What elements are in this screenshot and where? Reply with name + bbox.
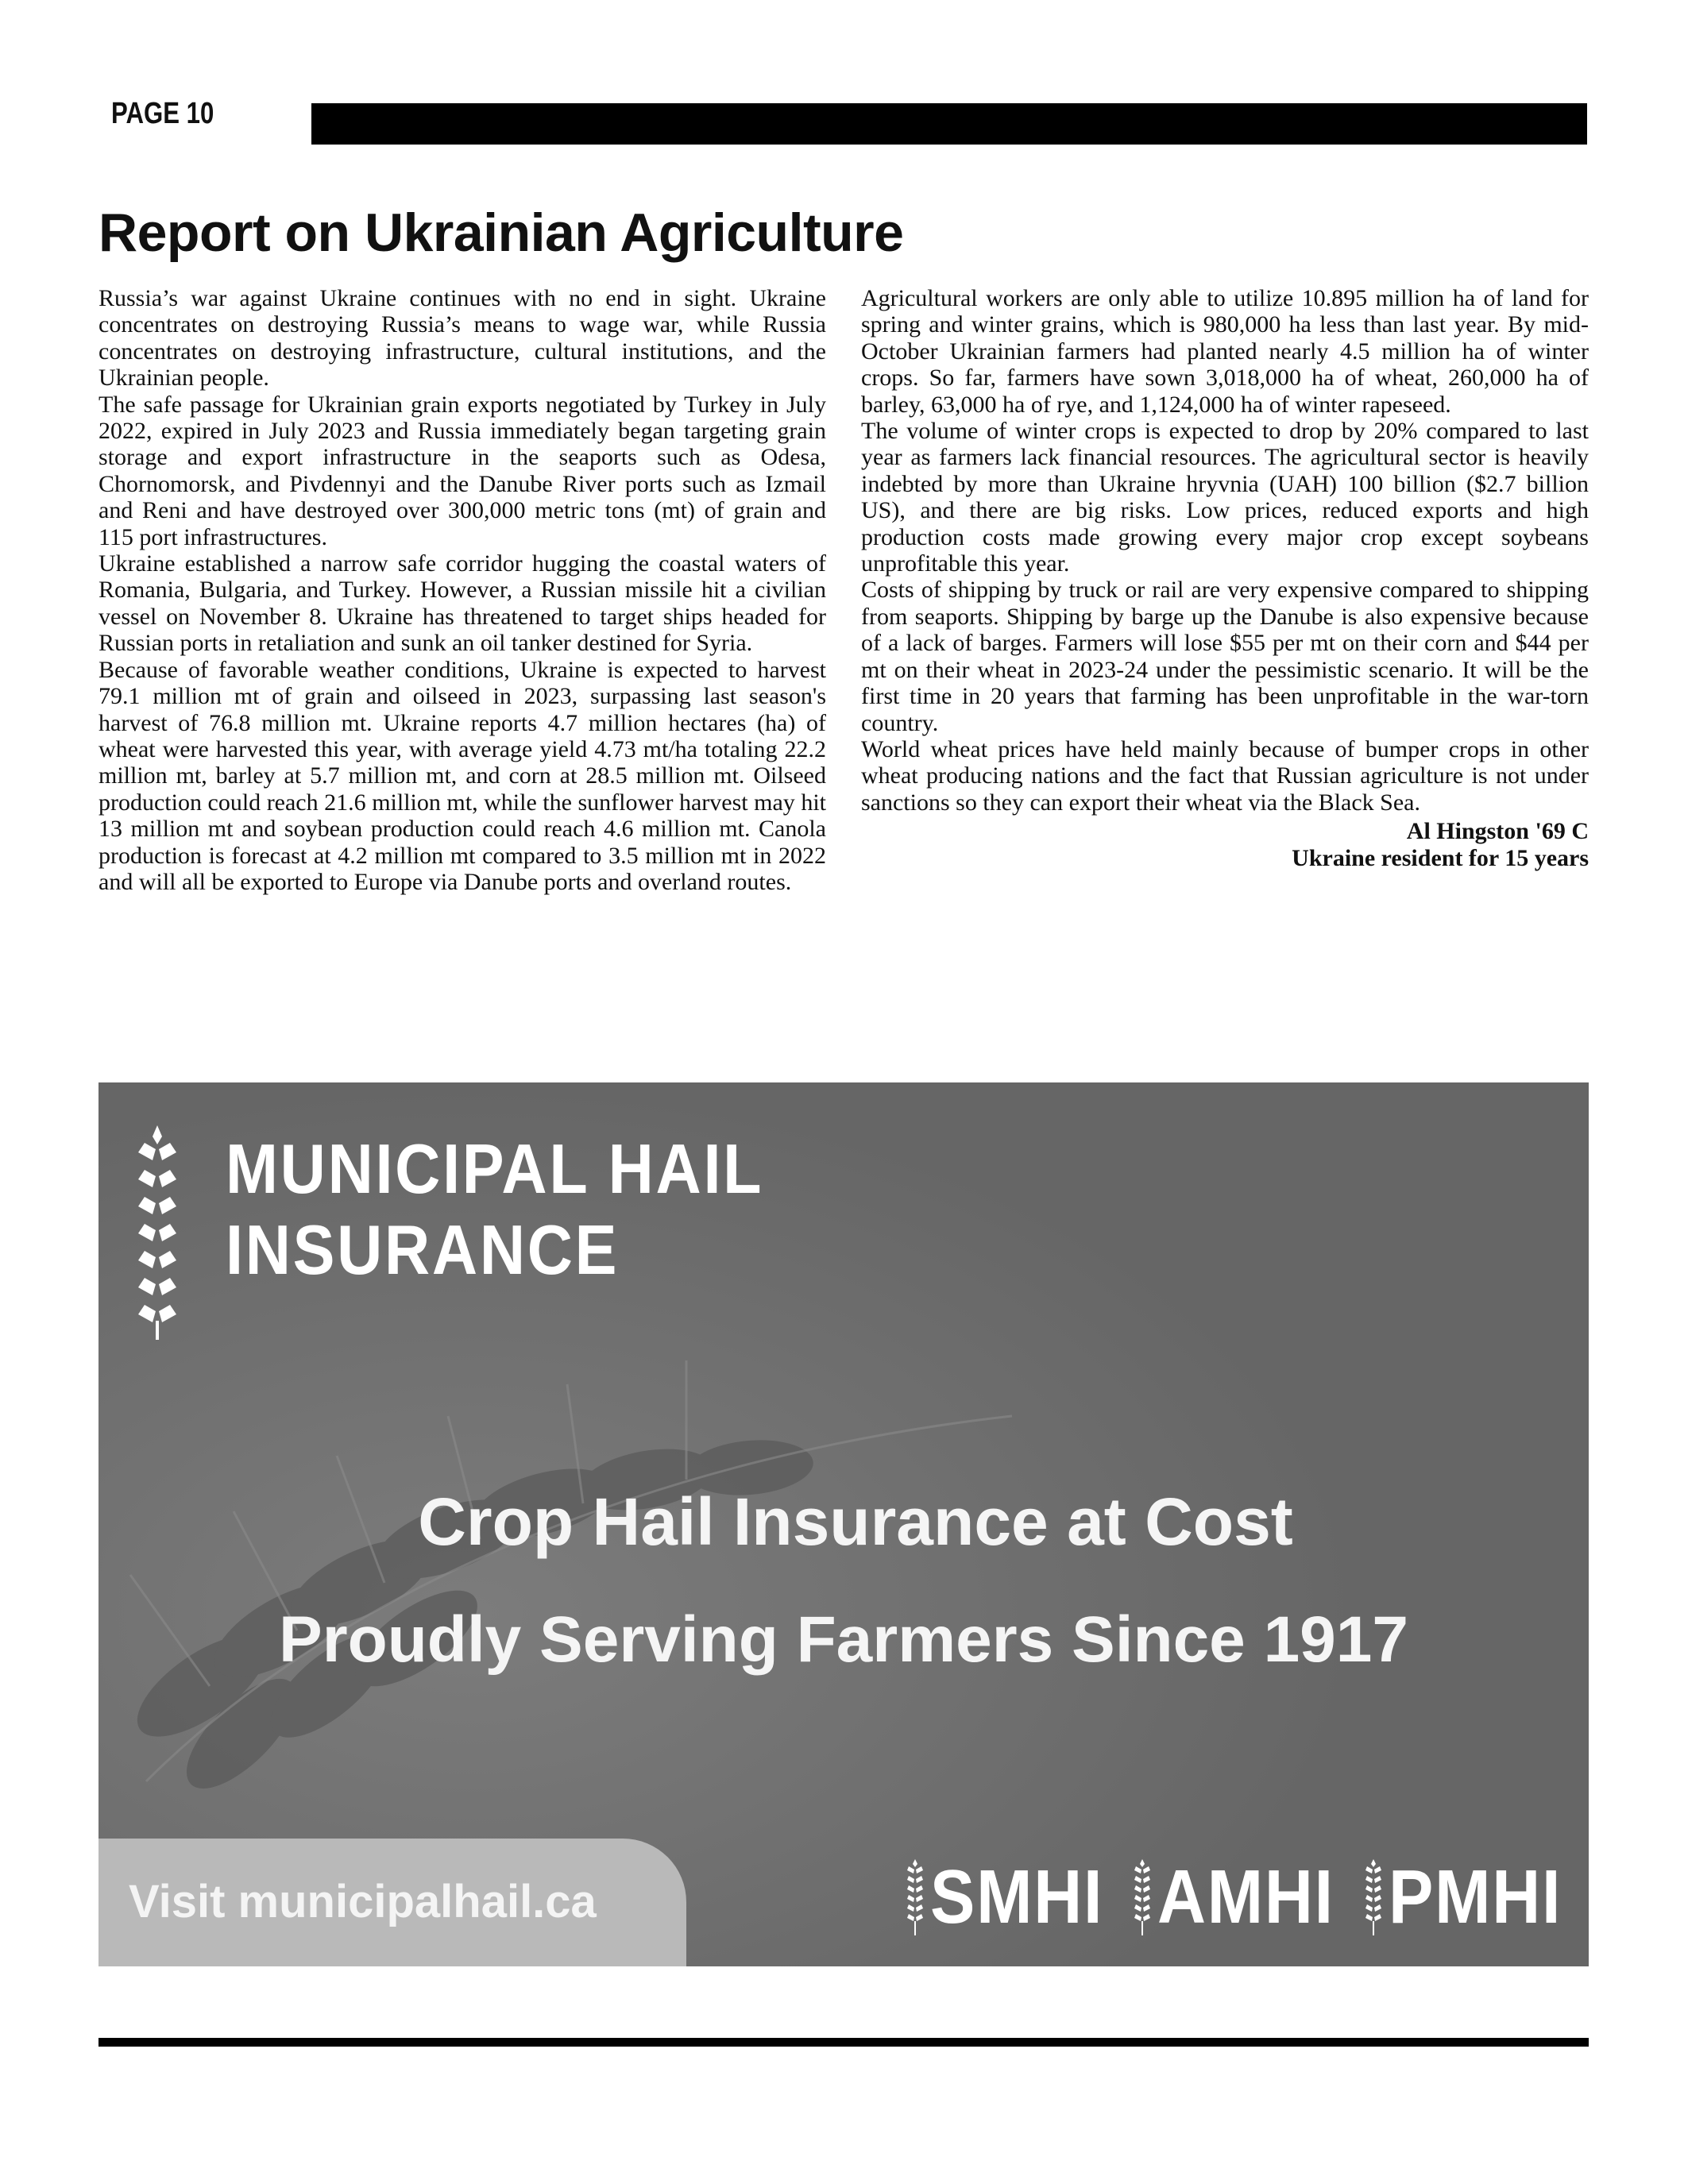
- partner-name: PMHI: [1389, 1854, 1562, 1939]
- byline: [861, 818, 1589, 871]
- article-paragraph: Russia’s war against Ukraine continues with no end in sight. Ukraine concentrates on destroying Russia’s means to wage war, while Russia concentrates on destroying infrastructure, cultural institutions, and the Ukrainian people.: [98, 285, 826, 392]
- article-column-left: [98, 285, 826, 895]
- partner-name: SMHI: [929, 1854, 1103, 1939]
- article-paragraph: World wheat prices have held mainly because of bumper crops in other wheat producing nations and the fact that Russian agriculture is not under sanctions so they can export their wheat via the Black Sea.: [861, 735, 1589, 816]
- article-paragraph: Because of favorable weather conditions, Ukraine is expected to harvest 79.1 million mt of grain and oilseed in 2023, surpassing last season's harvest of 76.8 million mt. Ukraine reports 4.7 million hectares (ha) of wheat were harvested this year, with average yield 4.73 mt/ha totaling 22.2 million mt, barley at 5.7 million mt, and corn at 28.5 million mt. Oilseed production could reach 21.6 million mt, while the sunflower harvest may hit 13 million mt and soybean production could reach 4.6 million mt. Canola production is forecast at 4.2 million mt compared to 3.5 million mt in 2022 and will all be exported to Europe via Danube ports and overland routes.: [98, 656, 826, 895]
- article-title: Report on Ukrainian Agriculture: [98, 203, 904, 263]
- article-body: [98, 285, 1589, 895]
- page-number: PAGE 10: [111, 97, 214, 130]
- article-paragraph: Agricultural workers are only able to utilize 10.895 million ha of land for spring and winter grains, which is 980,000 ha less than last year. By mid-October Ukrainian farmers had planted nearly 4.5 million ha of winter crops. So far, farmers have sown 3,018,000 ha of wheat, 260,000 ha of barley, 63,000 ha of rye, and 1,124,000 ha of winter rapeseed.: [861, 285, 1589, 418]
- article-paragraph: The volume of winter crops is expected to drop by 20% compared to last year as farmers lack financial resources. The agricultural sector is heavily indebted by more than Ukraine hryvnia (UAH) 100 billion ($2.7 billion US), and there are big risks. Low prices, reduced exports and high production costs made growing every major crop except soybeans unprofitable this year.: [861, 418, 1589, 577]
- partner-logo-smhi: [906, 1854, 1103, 1939]
- ad-tagline-since: Proudly Serving Farmers Since 1917: [279, 1603, 1408, 1676]
- footer-rule: [98, 2038, 1589, 2047]
- byline-name: Al Hingston '69 C: [1406, 818, 1589, 845]
- ad-tagline-cost: Crop Hail Insurance at Cost: [418, 1484, 1293, 1559]
- byline-note: Ukraine resident for 15 years: [1292, 844, 1589, 871]
- ad-brand-line: MUNICIPAL HAIL: [226, 1129, 764, 1208]
- wheat-icon: [133, 1125, 181, 1340]
- partner-logo-pmhi: [1365, 1854, 1562, 1939]
- visit-website-pill[interactable]: [98, 1839, 686, 1966]
- article-paragraph: Ukraine established a narrow safe corridor hugging the coastal waters of Romania, Bulgaria, and Turkey. However, a Russian missile hit a civilian vessel on November 8. Ukraine has threatened to target ships headed for Russian ports in retaliation and sunk an oil tanker destined for Syria.: [98, 550, 826, 657]
- partner-logo-amhi: [1134, 1854, 1335, 1939]
- article-paragraph: Costs of shipping by truck or rail are very expensive compared to shipping from seaports. Shipping by barge up the Danube is also expensive because of a lack of barges. Farmers will lose $55 per mt on their corn and $44 per mt on their wheat in 2023-24 under the pessimistic scenario. It will be the first time in 20 years that farming has been unprofitable in the war-torn country.: [861, 577, 1589, 736]
- header-bar: [311, 103, 1587, 145]
- wheat-icon: [1134, 1859, 1151, 1935]
- article-column-right: [861, 285, 1589, 895]
- wheat-icon: [906, 1859, 924, 1935]
- wheat-icon: [1365, 1859, 1382, 1935]
- ad-brand-name: [226, 1129, 763, 1291]
- ad-brand-line: INSURANCE: [226, 1210, 620, 1289]
- partner-name: AMHI: [1157, 1854, 1335, 1939]
- partner-logos: [906, 1854, 1562, 1939]
- article-paragraph: The safe passage for Ukrainian grain exports negotiated by Turkey in July 2022, expired in July 2023 and Russia immediately began targeting grain storage and export infrastructure in the seaports such as Odesa, Chornomorsk, and Pivdennyi and the Danube River ports such as Izmail and Reni and have destroyed over 300,000 metric tons (mt) of grain and 115 port infrastructures.: [98, 391, 826, 550]
- visit-website-link[interactable]: Visit municipalhail.ca: [129, 1876, 597, 1927]
- advertisement-banner: [98, 1082, 1589, 1966]
